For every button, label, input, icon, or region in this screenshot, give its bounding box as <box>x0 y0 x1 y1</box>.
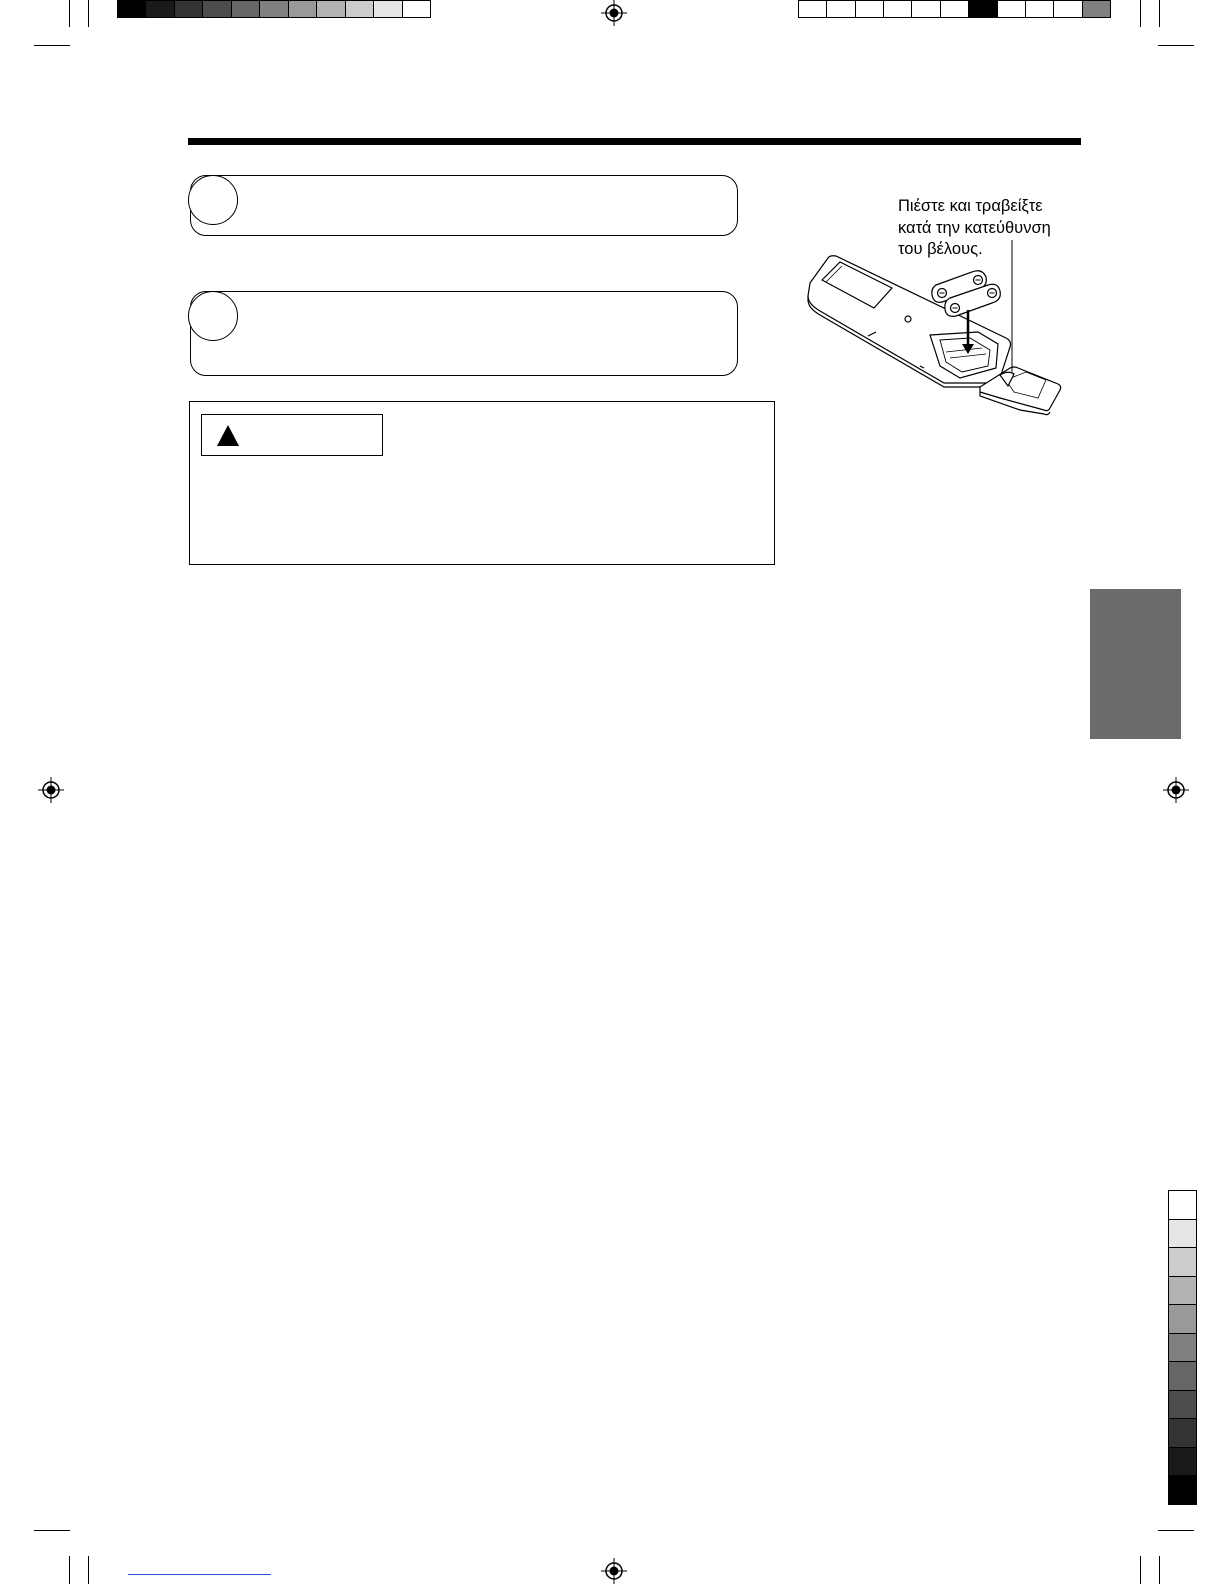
swatch-0 <box>799 1 827 17</box>
swatch-1 <box>827 1 855 17</box>
swatch-3 <box>1169 1277 1196 1306</box>
callout-line-3: του βέλους. <box>898 240 983 258</box>
swatch-3 <box>203 1 231 17</box>
swatch-1 <box>1169 1220 1196 1249</box>
warning-triangle-icon <box>217 425 239 446</box>
swatch-2 <box>856 1 884 17</box>
swatch-6 <box>969 1 997 17</box>
step-2-box <box>190 291 738 376</box>
swatch-10 <box>1169 1476 1196 1504</box>
swatch-10 <box>403 1 430 17</box>
swatch-8 <box>1026 1 1054 17</box>
swatch-4 <box>232 1 260 17</box>
illustration-callout <box>898 196 1084 261</box>
swatch-3 <box>884 1 912 17</box>
swatch-10 <box>1083 1 1110 17</box>
swatch-9 <box>1169 1448 1196 1477</box>
section-heading-rule <box>188 138 1081 145</box>
callout-line-1: Πιέστε και τραβείξτε <box>898 197 1043 215</box>
swatch-8 <box>1169 1419 1196 1448</box>
registration-mark-bottom-icon <box>601 1558 627 1584</box>
swatch-2 <box>175 1 203 17</box>
swatch-0 <box>1169 1191 1196 1220</box>
swatch-9 <box>1054 1 1082 17</box>
swatch-4 <box>912 1 940 17</box>
swatch-9 <box>374 1 402 17</box>
swatch-5 <box>941 1 969 17</box>
step-1-box <box>190 175 738 236</box>
step-1-number-circle <box>188 175 238 225</box>
grayscale-strip-top-right <box>798 0 1111 18</box>
registration-mark-top-icon <box>601 0 627 26</box>
remote-battery-illustration <box>800 240 1075 425</box>
swatch-1 <box>146 1 174 17</box>
swatch-8 <box>346 1 374 17</box>
registration-mark-right-icon <box>1163 777 1189 803</box>
swatch-2 <box>1169 1248 1196 1277</box>
swatch-0 <box>118 1 146 17</box>
swatch-6 <box>289 1 317 17</box>
registration-mark-left-icon <box>38 777 64 803</box>
swatch-7 <box>998 1 1026 17</box>
language-side-tab <box>1090 589 1181 739</box>
caution-label-box <box>201 414 383 456</box>
swatch-7 <box>1169 1391 1196 1420</box>
swatch-4 <box>1169 1305 1196 1334</box>
swatch-6 <box>1169 1362 1196 1391</box>
grayscale-strip-right <box>1168 1190 1197 1505</box>
swatch-5 <box>1169 1334 1196 1363</box>
callout-line-2: κατά την κατεύθυνση <box>898 218 1051 237</box>
step-2-number-circle <box>188 291 238 341</box>
swatch-7 <box>317 1 345 17</box>
swatch-5 <box>260 1 288 17</box>
footer-link-underline <box>128 1574 271 1575</box>
caution-box <box>189 401 775 565</box>
grayscale-strip-top-left <box>117 0 431 18</box>
